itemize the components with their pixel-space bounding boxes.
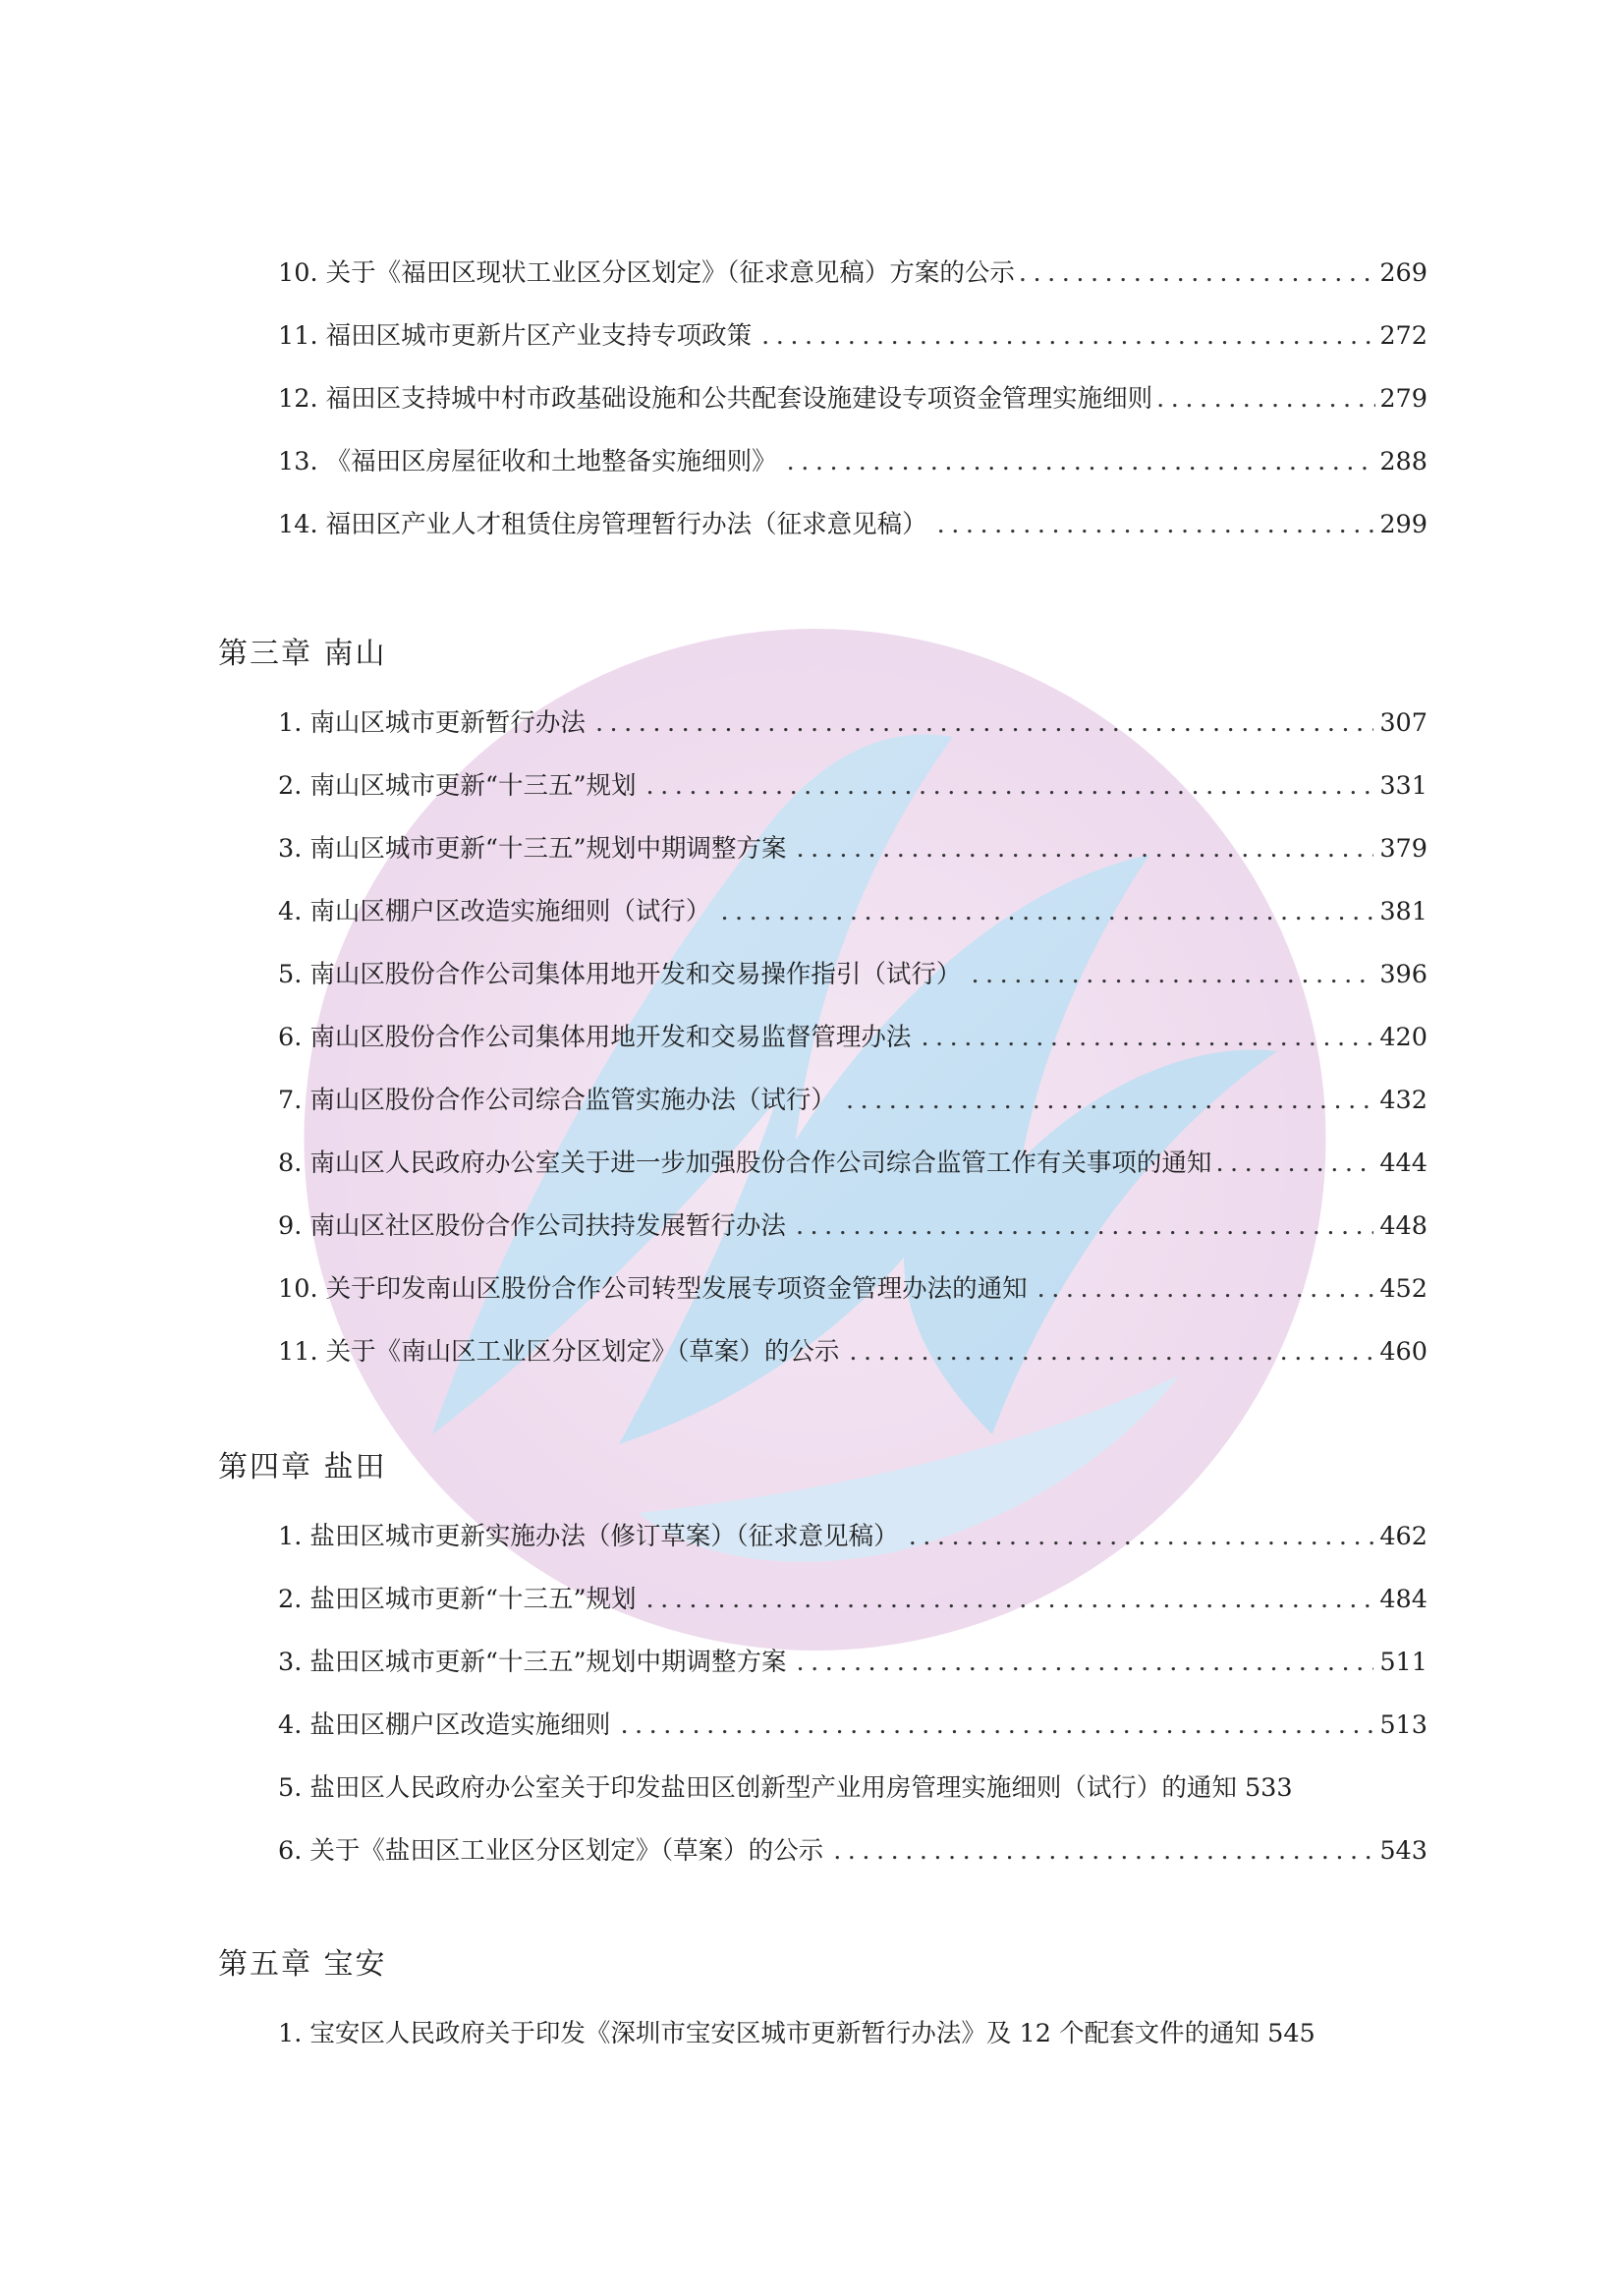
dot-leader (646, 1580, 1374, 1619)
dot-leader (595, 703, 1373, 743)
toc-entry[interactable] (278, 505, 1427, 544)
toc-entry-page: 331 (1379, 771, 1427, 801)
toc-entry[interactable] (278, 1580, 1427, 1619)
toc-entry[interactable] (278, 766, 1427, 806)
toc-entry-page: 432 (1379, 1086, 1427, 1115)
toc-entry-page: 299 (1379, 510, 1427, 539)
chapter-heading: 第三章 南山 (218, 637, 387, 671)
toc-entry-page: 396 (1379, 960, 1427, 989)
toc-entry-title: 4. 盐田区棚户区改造实施细则 (278, 1710, 611, 1740)
toc-entry-title: 6. 关于《盐田区工业区分区划定》（草案）的公示 (278, 1836, 824, 1866)
toc-entry-page: 444 (1379, 1148, 1427, 1178)
dot-leader (846, 1081, 1373, 1120)
toc-entry-title: 1. 宝安区人民政府关于印发《深圳市宝安区城市更新暂行办法》及 12 个配套文件的通知 (278, 2019, 1260, 2048)
toc-entry-title: 3. 盐田区城市更新“十三五”规划中期调整方案 (278, 1648, 787, 1677)
toc-entry[interactable] (278, 1269, 1427, 1309)
toc-entry[interactable] (278, 1081, 1427, 1120)
toc-entry-page: 462 (1379, 1522, 1427, 1551)
dot-leader (921, 1018, 1373, 1057)
toc-entry[interactable] (278, 1831, 1427, 1871)
toc-entry[interactable] (278, 316, 1427, 356)
dot-leader (720, 892, 1373, 931)
dot-leader (761, 316, 1373, 356)
toc-entry-title: 5. 盐田区人民政府办公室关于印发盐田区创新型产业用房管理实施细则（试行）的通知 (278, 1773, 1237, 1803)
dot-leader (646, 766, 1374, 806)
dot-leader (909, 1517, 1374, 1556)
toc-entry-page: 484 (1379, 1585, 1427, 1614)
dot-leader (1156, 379, 1375, 419)
dot-leader (787, 442, 1374, 481)
toc-entry-page: 279 (1379, 384, 1427, 414)
toc-entry[interactable] (278, 1144, 1427, 1183)
dot-leader (1019, 253, 1375, 293)
toc-entry-title: 8. 南山区人民政府办公室关于进一步加强股份合作公司综合监管工作有关事项的通知 (278, 1148, 1212, 1178)
toc-entry[interactable] (278, 1768, 1427, 1808)
toc-entry-page: 420 (1379, 1023, 1427, 1052)
toc-entry-title: 4. 南山区棚户区改造实施细则（试行） (278, 897, 711, 926)
toc-entry-page: 533 (1244, 1773, 1293, 1803)
toc-entry-page: 307 (1379, 708, 1427, 738)
toc-entry[interactable] (278, 253, 1427, 293)
toc-entry-title: 10. 关于印发南山区股份合作公司转型发展专项资金管理办法的通知 (278, 1274, 1028, 1304)
dot-leader (620, 1706, 1373, 1745)
toc-entry[interactable] (278, 1332, 1427, 1372)
toc-entry-title: 10. 关于《福田区现状工业区分区划定》（征求意见稿）方案的公示 (278, 258, 1015, 288)
toc-entry[interactable] (278, 829, 1427, 868)
toc-entry-title: 7. 南山区股份合作公司综合监管实施办法（试行） (278, 1086, 836, 1115)
dot-leader (1037, 1269, 1374, 1309)
toc-entry-page: 545 (1267, 2019, 1315, 2048)
toc-entry[interactable] (278, 1517, 1427, 1556)
dot-leader (797, 1643, 1374, 1682)
toc-entry-page: 272 (1379, 321, 1427, 351)
toc-entry-page: 513 (1379, 1710, 1427, 1740)
dot-leader (849, 1332, 1373, 1372)
toc-entry-page: 448 (1379, 1211, 1427, 1241)
toc-entry-page: 511 (1379, 1648, 1427, 1677)
toc-entry[interactable] (278, 1706, 1427, 1745)
toc-entry-title: 2. 南山区城市更新“十三五”规划 (278, 771, 637, 801)
chapter-heading: 第四章 盐田 (218, 1450, 387, 1484)
dot-leader (833, 1831, 1373, 1871)
toc-entry[interactable] (278, 1643, 1427, 1682)
toc-entry[interactable] (278, 2014, 1427, 2053)
toc-entry-title: 6. 南山区股份合作公司集体用地开发和交易监督管理办法 (278, 1023, 912, 1052)
toc-entry-title: 13. 《福田区房屋征收和土地整备实施细则》 (278, 447, 777, 476)
toc-entry-page: 460 (1379, 1337, 1427, 1367)
toc-entry[interactable] (278, 1018, 1427, 1057)
toc-entry-page: 543 (1379, 1836, 1427, 1866)
toc-entry-title: 11. 关于《南山区工业区分区划定》（草案）的公示 (278, 1337, 840, 1367)
toc-entry-title: 2. 盐田区城市更新“十三五”规划 (278, 1585, 637, 1614)
toc-entry[interactable] (278, 892, 1427, 931)
toc-entry-title: 1. 南山区城市更新暂行办法 (278, 708, 586, 738)
toc-entry[interactable] (278, 955, 1427, 994)
dot-leader (796, 1206, 1373, 1246)
toc-entry-page: 381 (1379, 897, 1427, 926)
watermark-logo (265, 589, 1366, 1651)
toc-entry-title: 1. 盐田区城市更新实施办法（修订草案）（征求意见稿） (278, 1522, 899, 1551)
toc-entry-title: 3. 南山区城市更新“十三五”规划中期调整方案 (278, 834, 787, 864)
toc-entry-page: 288 (1379, 447, 1427, 476)
toc-entry[interactable] (278, 703, 1427, 743)
dot-leader (1215, 1144, 1375, 1183)
dot-leader (797, 829, 1374, 868)
toc-entry-title: 12. 福田区支持城中村市政基础设施和公共配套设施建设专项资金管理实施细则 (278, 384, 1153, 414)
toc-entry-title: 14. 福田区产业人才租赁住房管理暂行办法（征求意见稿） (278, 510, 927, 539)
toc-entry-page: 269 (1379, 258, 1427, 288)
toc-entry-title: 5. 南山区股份合作公司集体用地开发和交易操作指引（试行） (278, 960, 962, 989)
toc-entry[interactable] (278, 442, 1427, 481)
toc-entry[interactable] (278, 1206, 1427, 1246)
chapter-heading: 第五章 宝安 (218, 1947, 387, 1982)
toc-entry-title: 9. 南山区社区股份合作公司扶持发展暂行办法 (278, 1211, 786, 1241)
toc-entry[interactable] (278, 379, 1427, 419)
dot-leader (937, 505, 1374, 544)
toc-entry-title: 11. 福田区城市更新片区产业支持专项政策 (278, 321, 753, 351)
toc-entry-page: 452 (1379, 1274, 1427, 1304)
dot-leader (971, 955, 1373, 994)
toc-entry-page: 379 (1379, 834, 1427, 864)
